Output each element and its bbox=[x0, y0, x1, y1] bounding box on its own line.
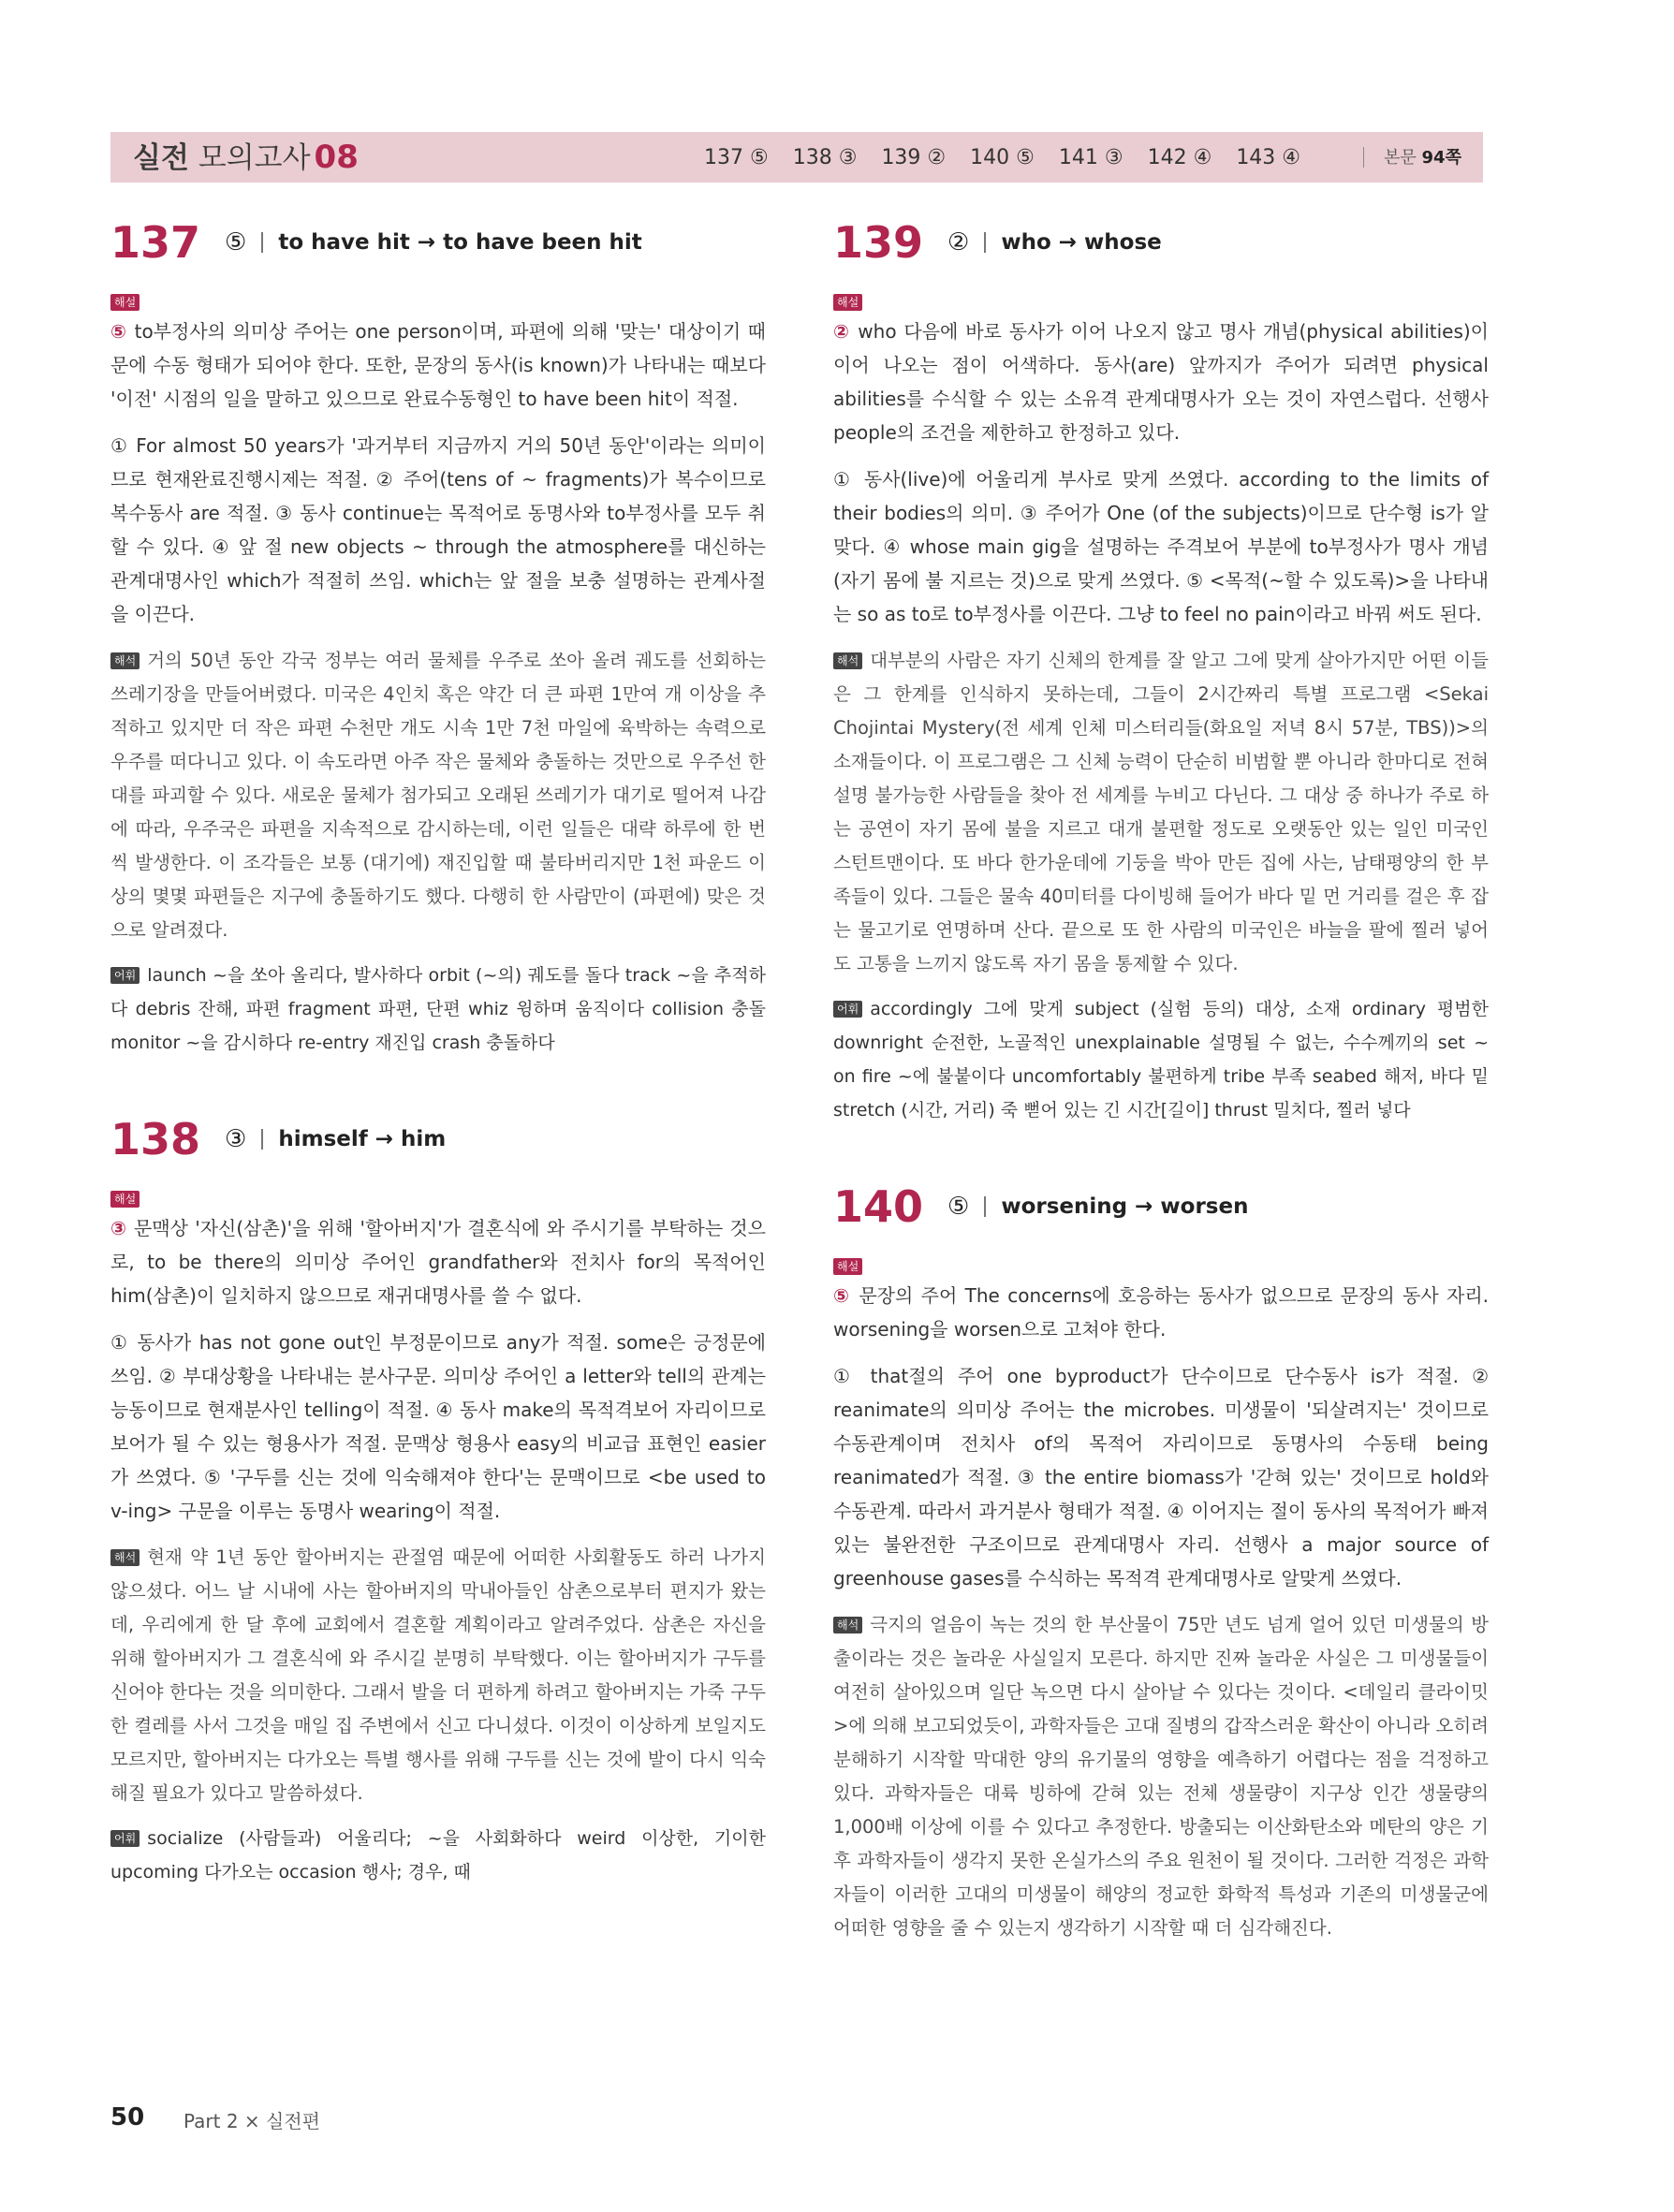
answer-mark: ② bbox=[947, 228, 970, 256]
answer-key-item: 140 ⑤ bbox=[970, 146, 1035, 169]
section-title bbox=[133, 139, 359, 177]
vocabulary bbox=[110, 1822, 766, 1889]
page-reference-prefix: 본문 bbox=[1384, 148, 1417, 168]
question-139 bbox=[833, 217, 1489, 1127]
explanation-main bbox=[833, 1279, 1489, 1346]
explanation-badge: 해설 bbox=[833, 294, 862, 311]
question-header bbox=[110, 217, 766, 279]
explanation-text: 문맥상 '자신(삼촌)'을 위해 '할아버지'가 결혼식에 와 주시기를 부탁하는 것으로, to be there의 의미상 주어인 grandfather와 전치사 for의 목적어인 him(삼촌)이 일치하지 않으므로 재귀대명사를 쓸 수 없다. bbox=[110, 1217, 767, 1307]
answer-key bbox=[704, 145, 1325, 171]
explanation-text: who 다음에 바로 동사가 이어 나오지 않고 명사 개념(physical abilities)이 이어 나오는 점이 어색하다. 동사(are) 앞까지가 주어가 되려면 physical abilities를 수식할 수 있는 소유격 관계대명사가 오는 것이 자연스럽다. 선행사 people의 조건을 제한하고 한정하고 있다. bbox=[833, 320, 1489, 444]
question-138 bbox=[110, 1114, 766, 1889]
question-header bbox=[110, 1114, 766, 1176]
question-number: 137 bbox=[110, 217, 201, 268]
translation-text: 거의 50년 동안 각국 정부는 여러 물체를 우주로 쏘아 올려 궤도를 선회하는 쓰레기장을 만들어버렸다. 미국은 4인치 혹은 약간 더 큰 파편 1만여 개 이상을 추적하고 있지만 더 작은 파편 수천만 개도 시속 1만 7천 마일에 육박하는 속력으로 우주를 떠다니고 있다. 이 속도라면 아주 작은 물체와 충돌하는 것만으로 우주선 한 대를 파괴할 수 있다. 새로운 물체가 첨가되고 오래된 쓰레기가 대기로 떨어져 나감에 따라, 우주국은 파편을 지속적으로 감시하는데, 이런 일들은 대략 하루에 한 번씩 발생한다. 이 조각들은 보통 (대기에) 재진입할 때 불타버리지만 1천 파운드 이상의 몇몇 파편들은 지구에 충돌하기도 했다. 다행히 한 사람만이 (파편에) 맞은 것으로 알려졌다. bbox=[110, 650, 766, 941]
page-reference-number: 94쪽 bbox=[1421, 148, 1461, 168]
translation-text: 대부분의 사람은 자기 신체의 한계를 잘 알고 그에 맞게 살아가지만 어떤 이들은 그 한계를 인식하지 못하는데, 그들이 2시간짜리 특별 프로그램 <Sekai Chojintai Mystery(전 세계 인체 미스터리들(화요일 저녁 8시 57분, TBS))>의 소재들이다. 이 프로그램은 그 신체 능력이 단순히 비범할 뿐 아니라 한마디로 전혀 설명 불가능한 사람들을 찾아 전 세계를 누비고 다닌다. 그 대상 중 하나가 주로 하는 공연이 자기 몸에 불을 지르고 대개 불편할 정도로 오랫동안 있는 일인 미국인 스턴트맨이다. 또 바다 한가운데에 기둥을 박아 만든 집에 사는, 남태평양의 한 부족들이 있다. 그들은 물속 40미터를 다이빙해 들어가 바다 밑 먼 거리를 걸은 후 잡는 물고기로 연명하며 산다. 끝으로 또 한 사람의 미국인은 바늘을 팔에 찔러 넣어도 고통을 느끼지 않도록 자기 몸을 통제할 수 있다. bbox=[833, 650, 1489, 974]
answer-key-item: 139 ② bbox=[881, 146, 947, 169]
translation-text: 현재 약 1년 동안 할아버지는 관절염 때문에 어떠한 사회활동도 하러 나가지 않으셨다. 어느 날 시내에 사는 할아버지의 막내아들인 삼촌으로부터 편지가 왔는데, 우리에게 한 달 후에 교회에서 결혼할 계획이라고 알려주었다. 삼촌은 자신을 위해 할아버지가 그 결혼식에 와 주시길 분명히 부탁했다. 이는 할아버지가 구두를 신어야 한다는 것을 의미한다. 그래서 발을 더 편하게 하려고 할아버지는 가죽 구두 한 켤레를 사서 그것을 매일 집 주변에서 신고 다니셨다. 이것이 이상하게 보일지도 모르지만, 할아버지는 다가오는 특별 행사를 위해 구두를 신는 것에 발이 다시 익숙해질 필요가 있다고 말씀하셨다. bbox=[110, 1546, 766, 1804]
divider bbox=[984, 1196, 986, 1217]
vocabulary-text: accordingly 그에 맞게 subject (실험 등의) 대상, 소재 ordinary 평범한 downright 순전한, 노골적인 unexplainable 설명될 수 없는, 수수께끼의 set ~ on fire ~에 불붙이다 uncomfortably 불편하게 tribe 부족 seabed 해저, 바다 밑 stretch (시간, 거리) 죽 뻗어 있는 긴 시간[길이] thrust 밀치다, 찔러 넣다 bbox=[833, 999, 1489, 1121]
explanation-main bbox=[110, 1211, 766, 1312]
answer-key-item: 137 ⑤ bbox=[704, 146, 769, 169]
question-140 bbox=[833, 1181, 1489, 1945]
vocabulary bbox=[110, 959, 766, 1060]
answer-mark: ③ bbox=[225, 1125, 247, 1153]
explanation-badge: 해설 bbox=[833, 1258, 862, 1275]
correction: himself → him bbox=[278, 1127, 447, 1151]
vocabulary-text: socialize (사람들과) 어울리다; ~을 사회화하다 weird 이상한, 기이한 upcoming 다가오는 occasion 행사; 경우, 때 bbox=[110, 1828, 766, 1882]
translation bbox=[833, 644, 1489, 981]
explanation-options: ① 동사(live)에 어울리게 부사로 맞게 쓰였다. according to the limits of their bodies의 의미. ③ 주어가 One (of the subjects)이므로 단수형 is가 알맞다. ④ whose main gig을 설명하는 주격보어 부분에 to부정사가 명사 개념(자기 몸에 불 지르는 것)으로 맞게 쓰였다. ⑤ <목적(~할 수 있도록)>을 나타내는 so as to로 to부정사를 이끈다. 그냥 to feel no pain이라고 바꿔 써도 된다. bbox=[833, 468, 1489, 625]
translation bbox=[110, 644, 766, 947]
translation-badge: 해석 bbox=[833, 652, 862, 669]
explanation-options: ① 동사가 has not gone out인 부정문이므로 any가 적절. some은 긍정문에 쓰임. ② 부대상황을 나타내는 분사구문. 의미상 주어인 a letter와 tell의 관계는 능동이므로 현재분사인 telling이 적절. ④ 동사 make의 목적격보어 자리이므로 보어가 될 수 있는 형용사가 적절. 문맥상 형용사 easy의 비교급 표현인 easier가 쓰였다. ⑤ '구두를 신는 것에 익숙해져야 한다'는 문맥이므로 <be used to v-ing> 구문을 이루는 동명사 wearing이 적절. bbox=[110, 1331, 766, 1522]
answer-key-item: 143 ④ bbox=[1236, 146, 1301, 169]
explanation-text: to부정사의 의미상 주어는 one person이며, 파편에 의해 '맞는' 대상이기 때문에 수동 형태가 되어야 한다. 또한, 문장의 동사(is known)가 나타내는 때보다 '이전' 시점의 일을 말하고 있으므로 완료수동형인 to have been hit이 적절. bbox=[110, 320, 766, 410]
answer-lead: ⑤ bbox=[110, 320, 128, 343]
translation-badge: 해석 bbox=[833, 1617, 862, 1633]
explanation-badge: 해설 bbox=[110, 1191, 140, 1208]
part-label: Part 2 × 실전편 bbox=[184, 2110, 320, 2132]
question-number: 140 bbox=[833, 1181, 924, 1232]
answer-lead: ⑤ bbox=[833, 1284, 851, 1307]
translation bbox=[110, 1541, 766, 1810]
explanation-options: ① that절의 주어 one byproduct가 단수이므로 단수동사 is가 적절. ② reanimate의 의미상 주어는 the microbes. 미생물이 '되살려지는' 것이므로 수동관계이며 전치사 of의 목적어 자리이므로 동명사의 수동태 being reanimated가 적절. ③ the entire biomass가 '갇혀 있는' 것이므로 hold와 수동관계. 따라서 과거분사 형태가 적절. ④ 이어지는 절이 동사의 목적어가 빠져 있는 불완전한 구조이므로 관계대명사 자리. 선행사 a major source of greenhouse gases를 수식하는 목적격 관계대명사로 알맞게 쓰였다. bbox=[833, 1365, 1489, 1589]
header-divider bbox=[1363, 147, 1364, 168]
divider bbox=[261, 232, 263, 253]
translation-text: 극지의 얼음이 녹는 것의 한 부산물이 75만 년도 넘게 얼어 있던 미생물의 방출이라는 것은 놀라운 사실일지 모른다. 하지만 진짜 놀라운 사실은 그 미생물들이 여전히 살아있으며 일단 녹으면 다시 살아날 수 있다는 것이다. <데일리 클라이밋>에 의해 보고되었듯이, 과학자들은 고대 질병의 갑작스러운 확산이 아니라 오히려 분해하기 시작할 막대한 양의 유기물의 영향을 예측하기 어렵다는 점을 걱정하고 있다. 과학자들은 대륙 빙하에 갇혀 있는 전체 생물량이 지구상 인간 생물량의 1,000배 이상에 이를 수 있다고 추정한다. 방출되는 이산화탄소와 메탄의 양은 기후 과학자들이 생각지 못한 온실가스의 주요 원천이 될 것이다. 그러한 걱정은 과학자들이 이러한 고대의 미생물이 해양의 정교한 화학적 특성과 기존의 미생물군에 어떠한 영향을 줄 수 있는지 생각하기 시작할 때 더 심각해진다. bbox=[833, 1614, 1489, 1939]
vocabulary-badge: 어휘 bbox=[110, 1830, 140, 1847]
translation bbox=[833, 1608, 1489, 1945]
vocabulary-badge: 어휘 bbox=[110, 967, 140, 984]
divider bbox=[984, 232, 986, 253]
left-column bbox=[110, 217, 766, 1889]
correction: to have hit → to have been hit bbox=[278, 230, 642, 255]
vocabulary-text: launch ~을 쏘아 올리다, 발사하다 orbit (~의) 궤도를 돌다 track ~을 추적하다 debris 잔해, 파편 fragment 파편, 단편 whiz 윙하며 움직이다 collision 충돌 monitor ~을 감시하다 re-entry 재진입 crash 충돌하다 bbox=[110, 965, 766, 1053]
vocabulary-badge: 어휘 bbox=[833, 1001, 862, 1018]
answer-key-item: 138 ③ bbox=[792, 146, 858, 169]
answer-mark: ⑤ bbox=[947, 1193, 970, 1221]
right-column bbox=[833, 217, 1489, 1945]
correction: worsening → worsen bbox=[1001, 1194, 1249, 1219]
question-header bbox=[833, 1181, 1489, 1243]
explanation-text: 문장의 주어 The concerns에 호응하는 동사가 없으므로 문장의 동사 자리. worsening을 worsen으로 고쳐야 한다. bbox=[833, 1284, 1490, 1340]
section-title-number: 08 bbox=[314, 139, 359, 176]
translation-badge: 해석 bbox=[110, 652, 140, 669]
explanation-badge: 해설 bbox=[110, 294, 140, 311]
question-number: 139 bbox=[833, 217, 924, 268]
explanation-main bbox=[833, 315, 1489, 449]
section-title-rest: 모의고사 bbox=[188, 141, 311, 175]
correction: who → whose bbox=[1001, 230, 1162, 255]
answer-mark: ⑤ bbox=[225, 228, 247, 256]
explanation-main bbox=[110, 315, 766, 416]
question-header bbox=[833, 217, 1489, 279]
page-reference bbox=[1384, 147, 1461, 169]
divider bbox=[261, 1129, 263, 1150]
answer-lead: ② bbox=[833, 320, 851, 343]
section-title-strong: 실전 bbox=[133, 141, 189, 175]
page-number: 50 bbox=[110, 2103, 145, 2131]
answer-lead: ③ bbox=[110, 1217, 127, 1239]
question-137 bbox=[110, 217, 766, 1060]
vocabulary bbox=[833, 992, 1489, 1127]
answer-key-item: 142 ④ bbox=[1147, 146, 1212, 169]
question-number: 138 bbox=[110, 1114, 201, 1165]
explanation-options: ① For almost 50 years가 '과거부터 지금까지 거의 50년 동안'이라는 의미이므로 현재완료진행시제는 적절. ② 주어(tens of ~ fragments)가 복수이므로 복수동사 are 적절. ③ 동사 continue는 목적어로 동명사와 to부정사를 모두 취할 수 있다. ④ 앞 절 new objects ~ through the atmosphere를 대신하는 관계대명사인 which가 적절히 쓰임. which는 앞 절을 보충 설명하는 관계사절을 이끈다. bbox=[110, 434, 766, 625]
answer-key-item: 141 ③ bbox=[1058, 146, 1123, 169]
translation-badge: 해석 bbox=[110, 1549, 140, 1566]
